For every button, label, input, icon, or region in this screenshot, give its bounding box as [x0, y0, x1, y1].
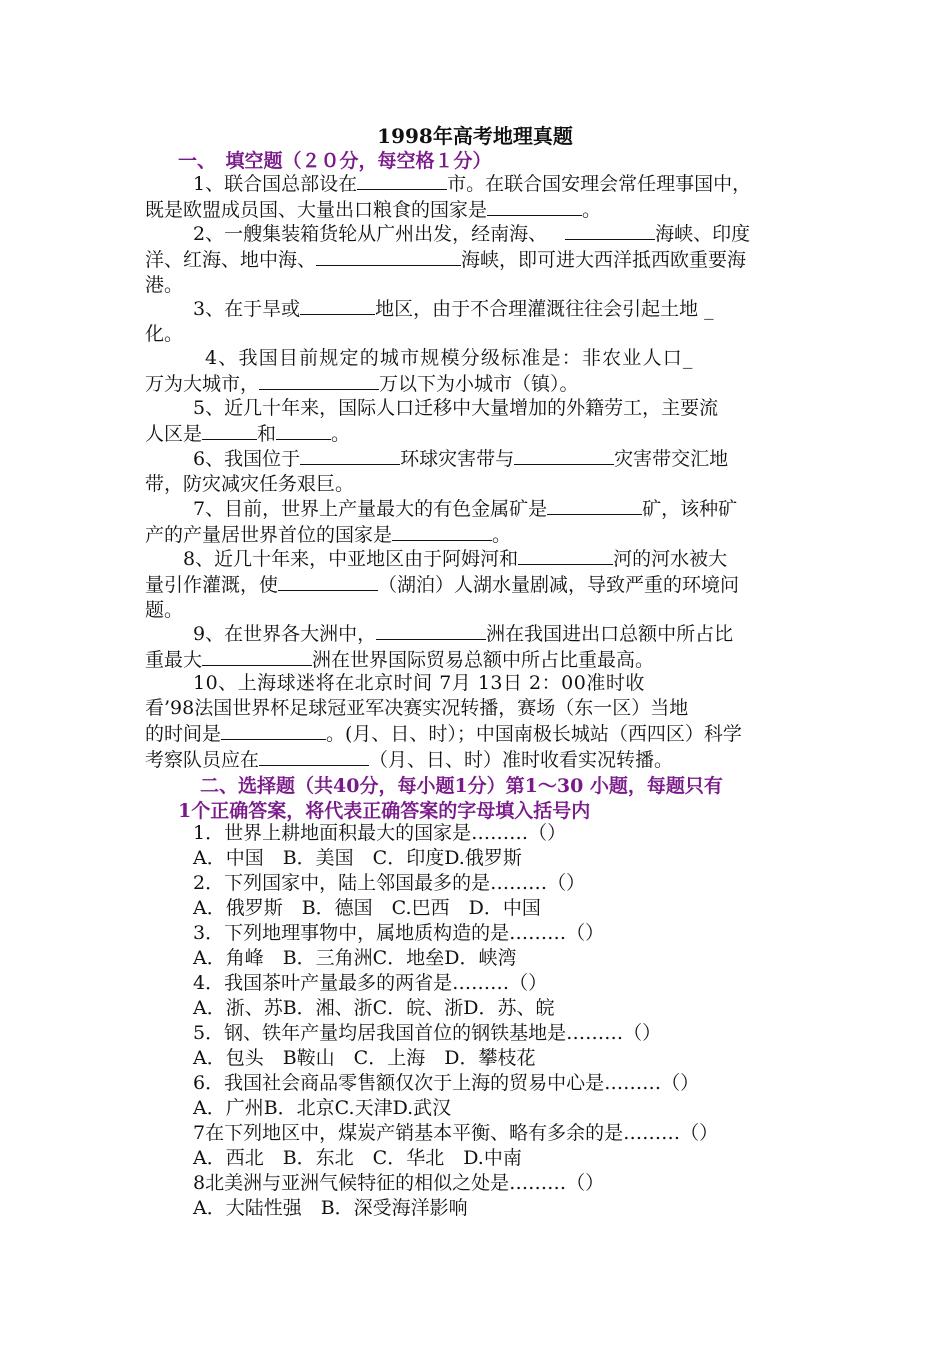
- choice-question: 5．钢、铁年产量均居我国首位的钢铁基地是………（）: [193, 1022, 662, 1044]
- choice-question: 4．我国茶叶产量最多的两省是………（）: [193, 972, 548, 994]
- fill-question-7: 7、目前，世界上产量最大的有色金属矿是 矿，该种矿 产的产量居世界首位的国家是 。: [145, 498, 738, 546]
- fill-question-2: 2、一艘集装箱货轮从广州出发，经南海、 海峡、印度 洋、红海、地中海、 海峡，即可进大西洋抵西欧重要海 港。: [145, 223, 751, 296]
- fill-question-10: 10、上海球迷将在北京时间 7月 13日 2：00准时收 看’98法国世界杯足球冠亚军决赛实况转播，赛场（东一区）当地 的时间是 。(月、日、时）；中国南极长城站（西四区）科学 考察队员应在 （月、日、时）准时收看实况转播。: [145, 672, 742, 771]
- fill-question-8: 8、近几十年来，中亚地区由于阿姆河和 河的河水被大 量引作灌溉，使 （湖泊）人湖水量剧减，导致严重的环境问 题。: [145, 548, 740, 621]
- section2-heading-line1: 二、选择题（共40分，每小题1分）第1～30 小题，每题只有: [200, 775, 723, 797]
- fill-question-1: 1、联合国总部设在 市。在联合国安理会常任理事国中， 既是欧盟成员国、大量出口粮食的国家是 。: [145, 173, 752, 221]
- choice-options: A．大陆性强 B．深受海洋影响: [193, 1197, 468, 1219]
- fill-question-3: 3、在于旱或 地区，由于不合理灌溉往往会引起土地 _ 化。: [145, 298, 714, 345]
- choice-options: A．中国 B．美国 C．印度D.俄罗斯: [193, 847, 522, 869]
- choice-question: 7在下列地区中，煤炭产销基本平衡、略有多余的是………（）: [193, 1122, 719, 1144]
- choice-options: A．西北 B．东北 C．华北 D.中南: [193, 1147, 522, 1169]
- choice-options: A．俄罗斯 B．德国 C.巴西 D．中国: [193, 897, 541, 919]
- section1-heading: 一、 填空题（２０分，每空格１分）: [178, 150, 492, 172]
- page-title: 1998年高考地理真题: [377, 124, 573, 148]
- choice-options: A．角峰 B．三角洲C．地垒D．峡湾: [193, 947, 517, 969]
- choice-options: A．广州B．北京C.天津D.武汉: [193, 1097, 452, 1119]
- fill-question-5: 5、近几十年来，国际人口迁移中大量增加的外籍劳工，主要流 人区是 和 。: [145, 397, 719, 445]
- fill-question-4: 4、我国目前规定的城市规模分级标准是：非农业人口_ 万为大城市， 万以下为小城市（镇）。: [145, 347, 694, 395]
- fill-question-9: 9、在世界各大洲中， 洲在我国进出口总额中所占比 重最大 洲在世界国际贸易总额中所占比重最高。: [145, 623, 734, 671]
- section2-heading-line2: 1个正确答案，将代表正确答案的字母填入括号内: [178, 800, 591, 822]
- choice-list: [193, 821, 813, 1221]
- choice-options: A．浙、苏B．湘、浙C．皖、浙D．苏、皖: [193, 997, 555, 1019]
- fill-question-6: 6、我国位于 环球灾害带与 灾害带交汇地 带，防灾减灾任务艰巨。: [145, 448, 729, 495]
- choice-question: 2．下列国家中，陆上邻国最多的是………（）: [193, 872, 586, 894]
- choice-question: 3．下列地理事物中，属地质构造的是………（）: [193, 922, 605, 944]
- choice-options: A．包头 B鞍山 C．上海 D．攀枝花: [193, 1047, 536, 1069]
- choice-question: 8北美洲与亚洲气候特征的相似之处是………（）: [193, 1172, 605, 1194]
- choice-question: 1．世界上耕地面积最大的国家是………（）: [193, 822, 567, 844]
- choice-question: 6．我国社会商品零售额仅次于上海的贸易中心是………（）: [193, 1072, 700, 1094]
